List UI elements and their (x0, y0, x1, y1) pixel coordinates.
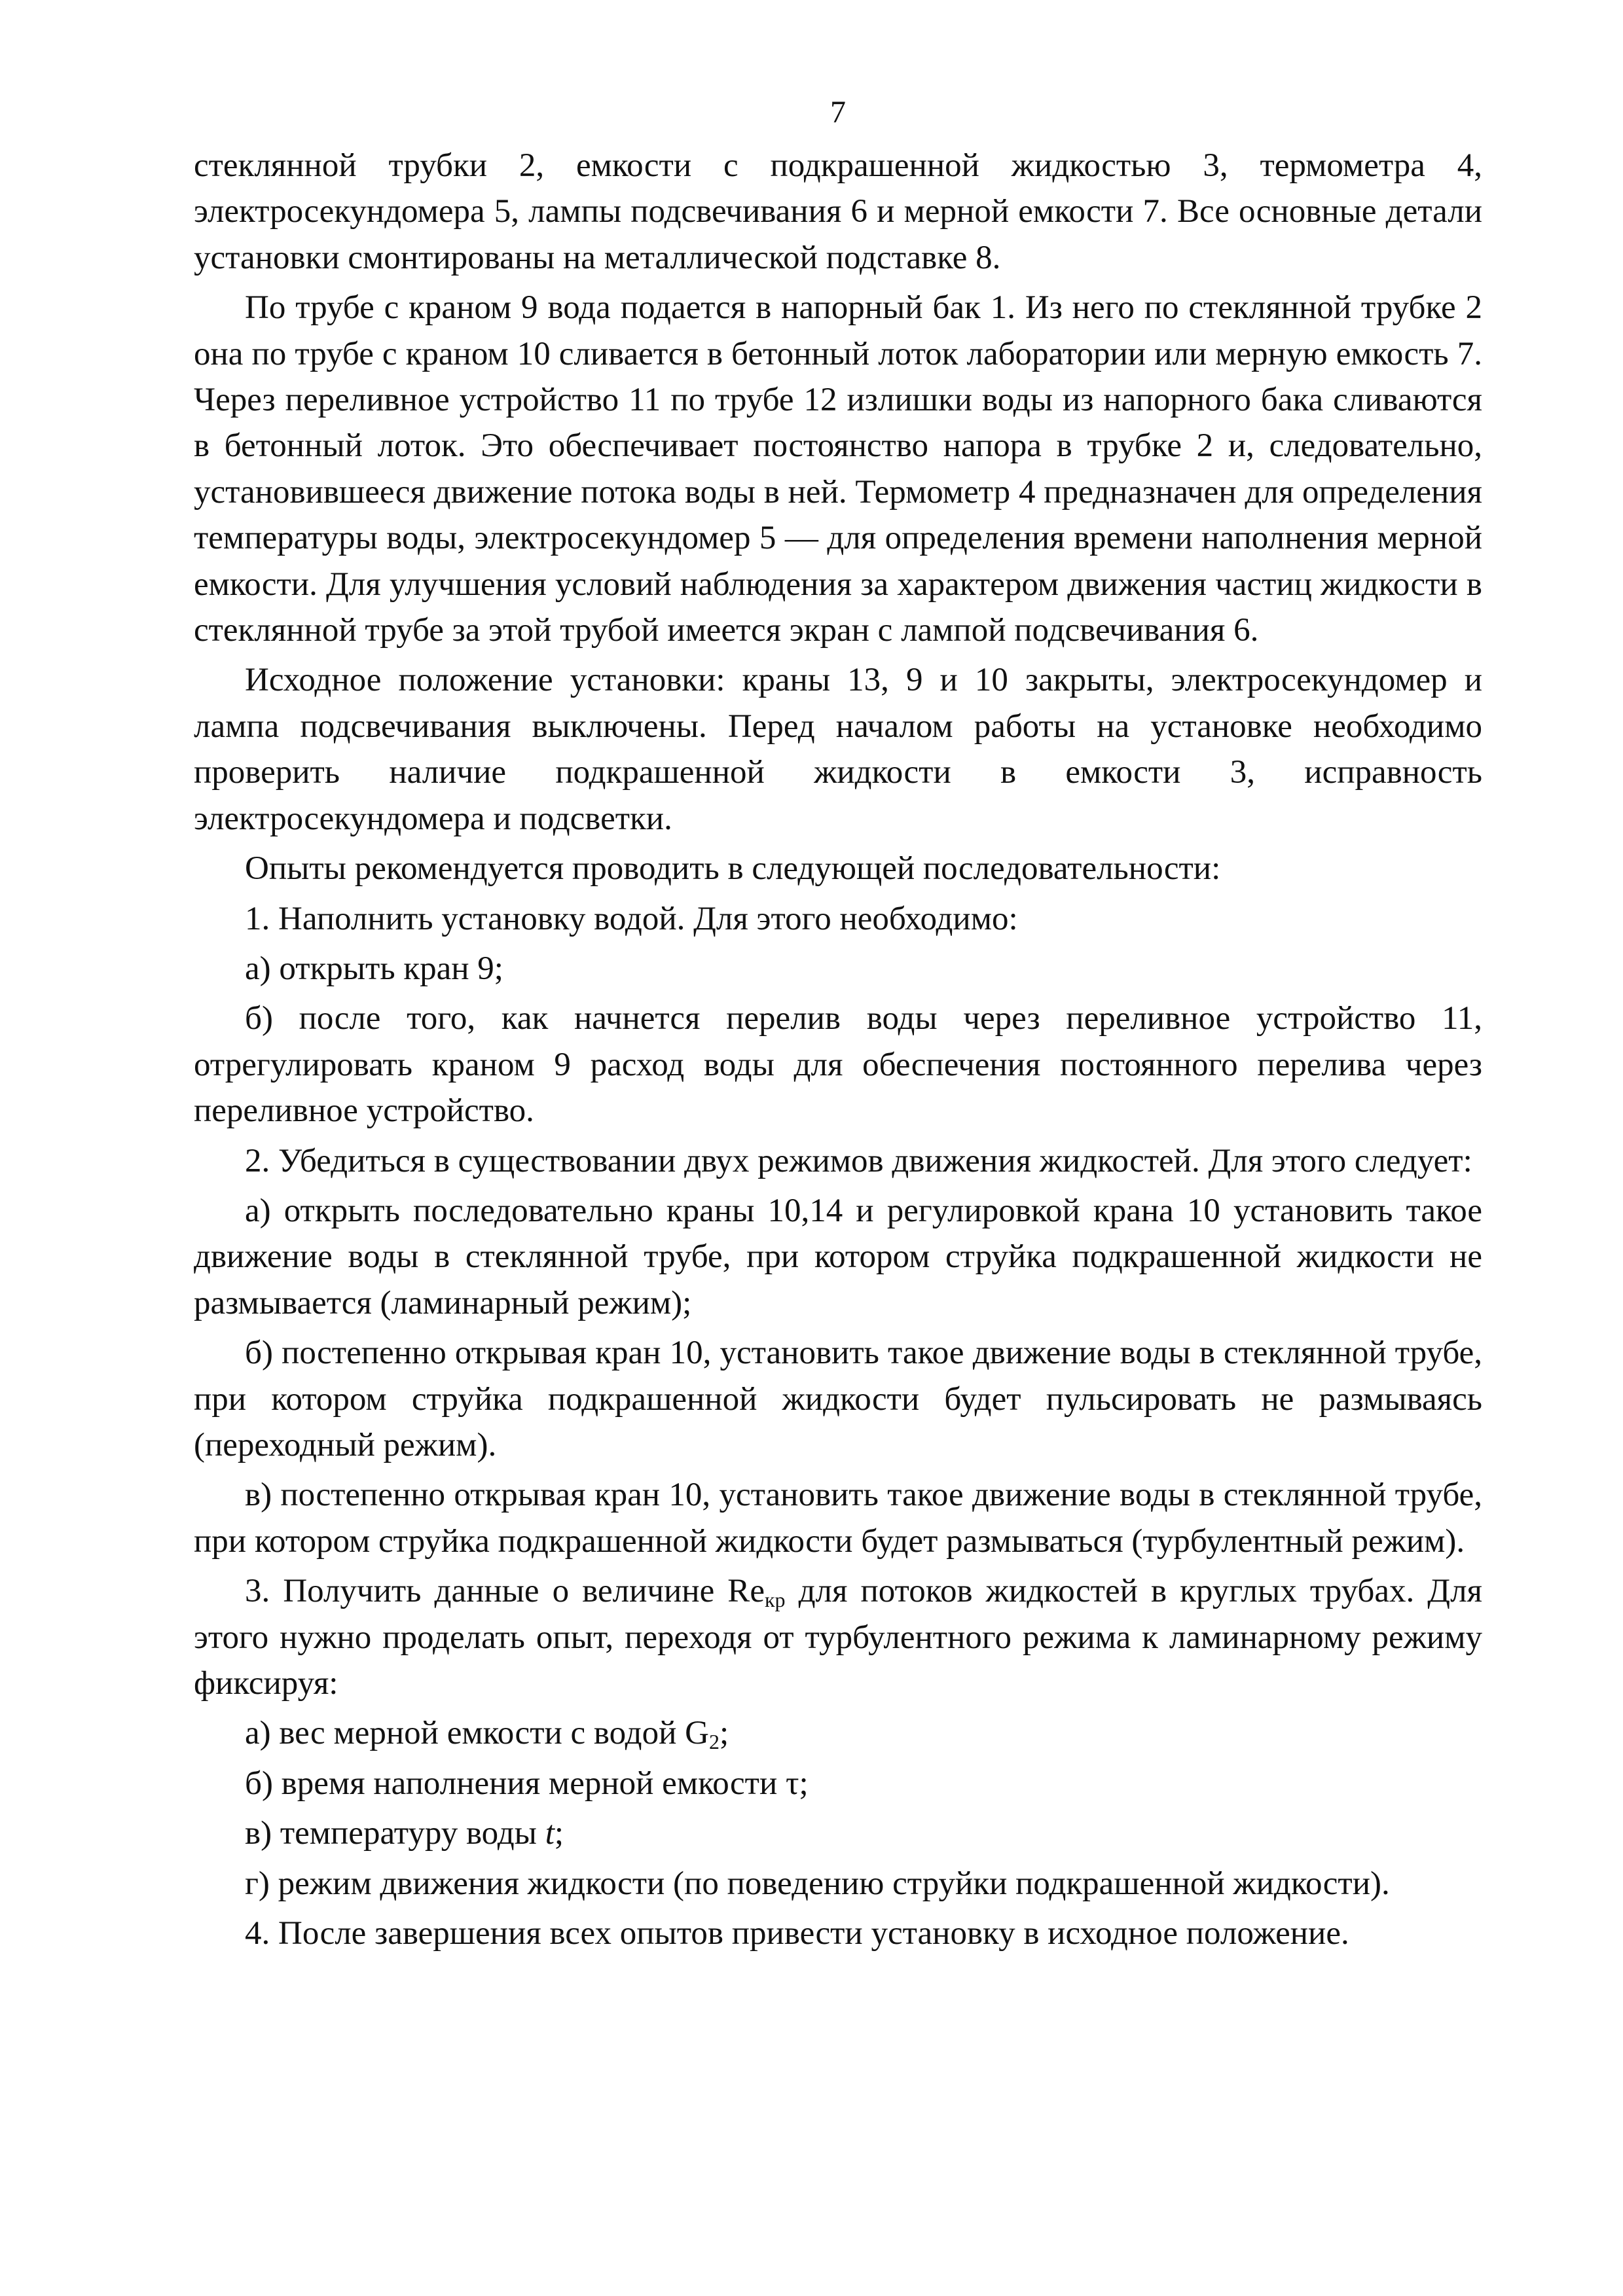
step-3c-text-start: в) температуру воды (245, 1815, 545, 1852)
paragraph-sequence-intro: Опыты рекомендуется проводить в следующей последовательности: (245, 850, 1221, 888)
step-3d-regime: г) режим движения жидкости (по поведению струйки подкрашенной жидкости). (245, 1865, 1390, 1902)
step-3a-subscript: 2 (709, 1730, 720, 1754)
step-2c-turbulent: в) постепенно открывая кран 10, установить такое движение воды в стеклянной трубе, при котором струйка подкрашенной жидкости будет размываться (турбулентный режим). (194, 1477, 1482, 1560)
step-2-regimes: 2. Убедиться в существовании двух режимов движения жидкостей. Для этого следует: (245, 1142, 1472, 1179)
step-3-subscript: кр (764, 1588, 786, 1612)
step-3a-text-start: а) вес мерной емкости с водой G (245, 1715, 709, 1752)
step-3-text-start: 3. Получить данные о величине Re (245, 1573, 765, 1610)
step-1a: а) открыть кран 9; (245, 950, 503, 987)
step-3-text-end: для потоков жидкостей в круглых трубах. Для этого нужно проделать опыт, переходя от турбулентного режима к ламинарному режиму фиксируя: (194, 1573, 1482, 1702)
step-3a-text-end: ; (720, 1715, 729, 1752)
step-1b: б) после того, как начнется перелив воды через переливное устройство 11, отрегулировать краном 9 расход воды для обеспечения постоянного перелива через переливное устройство. (194, 1000, 1482, 1130)
step-4-reset: 4. После завершения всех опытов привести установку в исходное положение. (245, 1915, 1349, 1952)
step-3a-weight (194, 1710, 1482, 1756)
step-3c-variable: t (545, 1815, 555, 1852)
document-page (194, 92, 1482, 1960)
step-1-fill: 1. Наполнить установку водой. Для этого необходимо: (245, 900, 1018, 937)
step-3c-temperature (194, 1810, 1482, 1856)
paragraph-water-flow: По трубе с краном 9 вода подается в напорный бак 1. Из него по стеклянной трубке 2 она по трубе с краном 10 сливается в бетонный лоток лаборатории или мерную емкость 7. Через переливное устройство 11 по трубе 12 излишки воды из напорного бака сливаются в бетонный лоток. Это обеспечивает постоянство напора в трубке 2 и, следовательно, установившееся движение потока воды в ней. Термометр 4 предназначен для определения температуры воды, электросекундомер 5 — для определения времени наполнения мерной емкости. Для улучшения условий наблюдения за характером движения частиц жидкости в стеклянной трубе за этой трубой имеется экран с лампой подсвечивания 6. (194, 289, 1482, 649)
step-2a-laminar: а) открыть последовательно краны 10,14 и регулировкой крана 10 установить такое движение воды в стеклянной трубе, при котором струйка подкрашенной жидкости не размывается (ламинарный режим); (194, 1192, 1482, 1321)
step-3c-text-end: ; (554, 1815, 564, 1852)
step-3b-time: б) время наполнения мерной емкости τ; (245, 1765, 809, 1802)
paragraph-initial-state: Исходное положение установки: краны 13, 9 и 10 закрыты, электросекундомер и лампа подсвечивания выключены. Перед началом работы на установке необходимо проверить наличие подкрашенной жидкости в емкости 3, исправность электросекундомера и подсветки. (194, 662, 1482, 837)
page-number: 7 (830, 95, 846, 130)
step-2b-transitional: б) постепенно открывая кран 10, установить такое движение воды в стеклянной трубе, при котором струйка подкрашенной жидкости будет пульсировать не размываясь (переходный режим). (194, 1335, 1482, 1463)
step-3-reynolds (194, 1568, 1482, 1706)
paragraph-setup-components: стеклянной трубки 2, емкости с подкрашенной жидкостью 3, термометра 4, электросекундомера 5, лампы подсвечивания 6 и мерной емкости 7. Все основные детали установки смонтированы на металлической подставке 8. (194, 147, 1482, 276)
